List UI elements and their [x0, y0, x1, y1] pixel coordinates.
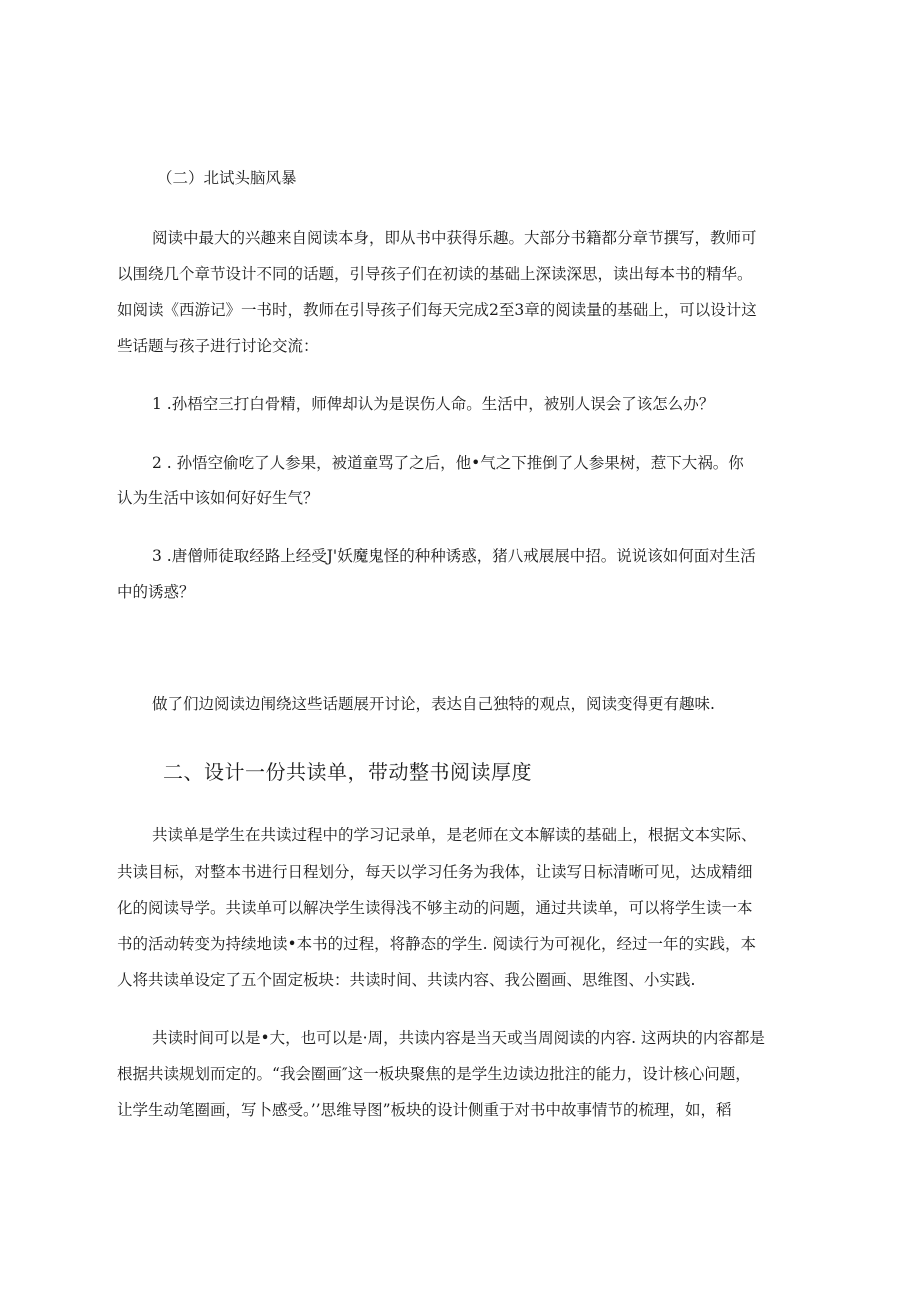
- paragraph-line: 共读时间可以是•大，也可以是·周，共读内容是当天或当周阅读的内容. 这两块的内容都是: [152, 1029, 765, 1047]
- topic-line: 3 .唐僧师徒取经路上经受J'妖魔鬼怪的种种诱惑，猪八戒展展中招。说说该如何面对生活: [152, 547, 756, 565]
- paragraph-line: 如阅读《西游记》一书时，教师在引导孩子们每天完成2至3章的阅读量的基础上，可以设计这: [117, 301, 757, 319]
- topic-line: 2 . 孙悟空偷吃了人参果，被道童骂了之后，他•气之下推倒了人参果树，惹下大祸。你: [152, 454, 744, 472]
- paragraph-line: 根据共读规划而定的。“我会圈画″这一板块聚焦的是学生边读边批注的能力，设计核心问题，: [117, 1065, 751, 1083]
- topic-line: 中的诱惑？: [117, 583, 195, 601]
- subsection-title: （二）北试头脑风暴: [157, 169, 297, 187]
- paragraph-line: 做了们边阅读边闱绕这些话题展开讨论，表达自己独特的观点，阅读变得更有趣味.: [152, 695, 715, 713]
- section-heading: 二、设计一份共读单，带动整书阅读厚度: [163, 760, 532, 784]
- paragraph-line: 共读目标，对整本书进行日程划分，每天以学习任务为我体，让读写日标清晰可见，达成精细: [117, 863, 753, 881]
- topic-line: 认为生活中该如何好好生气？: [117, 489, 319, 507]
- topic-line: 1 .孙梧空三打白骨精，师俾却认为是误伤人命。生活中，被别人误会了该怎么办？: [152, 395, 715, 413]
- paragraph-line: 以围绕几个章节设计不同的话题，引导孩子们在初读的基础上深读深思，读出每本书的精华。: [117, 265, 753, 283]
- paragraph-line: 书的活动转变为持续地读•本书的过程，将静态的学生. 阅读行为可视化，经过一年的实践，本: [117, 935, 756, 953]
- paragraph-line: 化的阅读导学。共读单可以解决学生读得浅不够主动的问题，通过共读单，可以将学生读一本: [117, 899, 753, 917]
- paragraph-line: 人将共读单设定了五个固定板块：共读时间、共读内容、我公圈画、思维图、小实践.: [117, 971, 696, 989]
- paragraph-line: 共读单是学生在共读过程中的学习记录单，是老师在文本解读的基础上，根据文本实际、: [152, 826, 757, 844]
- paragraph-line: 让学生动笔圈画，写卜感受。’’思维导图”板块的设计侧重于对书中故事情节的梳理，如，稻: [117, 1101, 732, 1119]
- paragraph-line: 阅读中最大的兴趣来自阅读本身，即从书中获得乐趣。大部分书籍都分章节撰写，教师可: [152, 229, 757, 247]
- paragraph-line: 些话题与孩子进行讨论交流：: [117, 337, 319, 355]
